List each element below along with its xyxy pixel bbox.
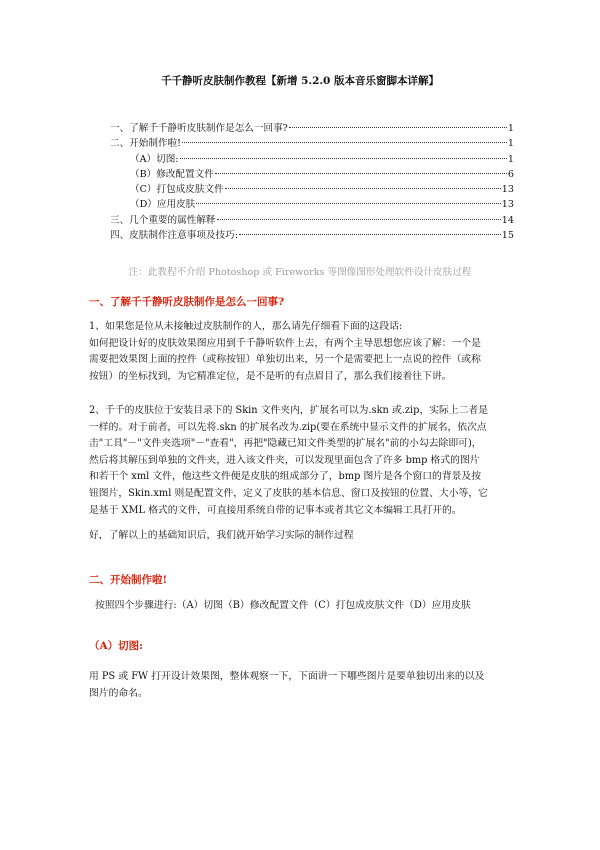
section1-paragraph-1	[89, 319, 514, 385]
paragraph-line: 按钮）的坐标找到，为它精准定位，是不是听的有点眉目了，那么我们接着往下讲。	[89, 370, 452, 382]
paragraph-line: 2、千千的皮肤位于安装目录下的 Skin 文件夹内，扩展名可以为.skn 或.zip，实际上二者是	[89, 405, 489, 416]
toc-page-number: 1	[507, 123, 514, 134]
paragraph-line: 如何把设计好的皮肤效果图应用到千千静听软件上去，有两个主导思想您应该了解：一个是	[89, 337, 481, 349]
toc-leader-dots	[182, 142, 507, 143]
toc-entry-2c[interactable]	[110, 181, 514, 196]
toc-page-number: 1	[507, 138, 514, 150]
section1-heading: 一、了解千千静听皮肤制作是怎么一回事?	[89, 296, 285, 308]
toc-page-number: 14	[501, 214, 514, 226]
toc-leader-dots	[217, 219, 501, 220]
toc-entry-2d[interactable]	[110, 196, 514, 211]
toc-label: （B）修改配置文件	[130, 168, 214, 180]
paragraph-line: 图片的命名。	[89, 687, 148, 699]
toc-leader-dots	[289, 127, 507, 128]
toc-label: （D）应用皮肤	[130, 199, 196, 211]
paragraph-line: 和若干个 xml 文件，他这些文件便是皮肤的组成部分了，bmp 图片是各个窗口的背景及按	[89, 471, 482, 483]
document-title: 千千静听皮肤制作教程【新增 5.2.0 版本音乐窗脚本详解】	[160, 75, 440, 87]
paragraph-line: 1、如果您是位从未接触过皮肤制作的人，那么请先仔细看下面的这段话:	[89, 321, 403, 332]
toc-label: 四、皮肤制作注意事项及技巧:	[110, 230, 238, 242]
subsection-a-heading: （A）切图:	[89, 640, 144, 652]
paragraph-line: 然后将其解压到单独的文件夹，进入该文件夹，可以发现里面包含了许多 bmp 格式的图片	[89, 454, 480, 466]
toc-label: 二、开始制作啦!	[110, 138, 182, 150]
paragraph-line: 按照四个步骤进行:（A）切图（B）修改配置文件（C）打包成皮肤文件（D）应用皮肤	[95, 600, 471, 611]
toc-entry-2b[interactable]	[110, 166, 514, 181]
paragraph-line: 好，了解以上的基础知识后，我们就开始学习实际的制作过程	[89, 530, 354, 541]
subsection-a-paragraph	[89, 669, 514, 702]
paragraph-line: 用 PS 或 FW 打开设计效果图，整体观察一下，下面讲一下哪些图片是要单独切出来的以及	[89, 671, 485, 682]
paragraph-line: 需要把效果图上面的控件（或称按钮）单独切出来，另一个是需要把上一点说的控件（或称	[89, 354, 481, 366]
paragraph-line: 一样的。对于前者，可以先将.skn 的扩展名改为.zip(要在系统中显示文件的扩展名，依次点	[89, 421, 487, 433]
toc-label: （C）打包成皮肤文件	[130, 184, 224, 196]
section2-heading: 二、开始制作啦!	[89, 574, 168, 586]
paragraph-line: 击"工具"－"文件夹选项"－"查看"，再把"隐藏已知文件类型的扩展名"前的小勾去除即可)，	[89, 438, 482, 450]
tutorial-note: 注：此教程不介绍 Photoshop 或 Fireworks 等图像图形处理软件设计皮肤过程	[128, 267, 472, 278]
toc-leader-dots	[180, 158, 507, 159]
paragraph-line: 钮图片，Skin.xml 则是配置文件，定义了皮肤的基本信息、窗口及按钮的位置、大小等，它	[89, 487, 488, 499]
toc-entry-2[interactable]	[110, 135, 514, 150]
toc-label: 一、了解千千静听皮肤制作是怎么一回事?	[110, 123, 288, 134]
toc-entry-3[interactable]	[110, 212, 514, 227]
toc-page-number: 15	[501, 230, 514, 242]
section1-paragraph-3	[89, 528, 514, 545]
section2-steps	[95, 598, 520, 615]
toc-leader-dots	[239, 234, 501, 235]
toc-page-number: 1	[507, 153, 514, 165]
toc-page-number: 6	[507, 168, 514, 180]
toc-entry-1[interactable]	[110, 120, 514, 135]
section1-paragraph-2	[89, 403, 514, 519]
toc-page-number: 13	[501, 184, 514, 196]
toc-entry-4[interactable]	[110, 227, 514, 242]
toc-leader-dots	[215, 173, 507, 174]
toc-label: 三、几个重要的属性解释	[110, 214, 216, 226]
toc-label: （A）切图:	[130, 153, 179, 165]
toc-leader-dots	[225, 188, 501, 189]
toc-page-number: 13	[501, 199, 514, 211]
table-of-contents	[110, 120, 514, 242]
toc-leader-dots	[196, 203, 501, 204]
paragraph-line: 是基于 XML 格式的文件，可直接用系统自带的记事本或者其它文本编辑工具打开的。	[89, 504, 462, 516]
toc-entry-2a[interactable]	[110, 151, 514, 166]
